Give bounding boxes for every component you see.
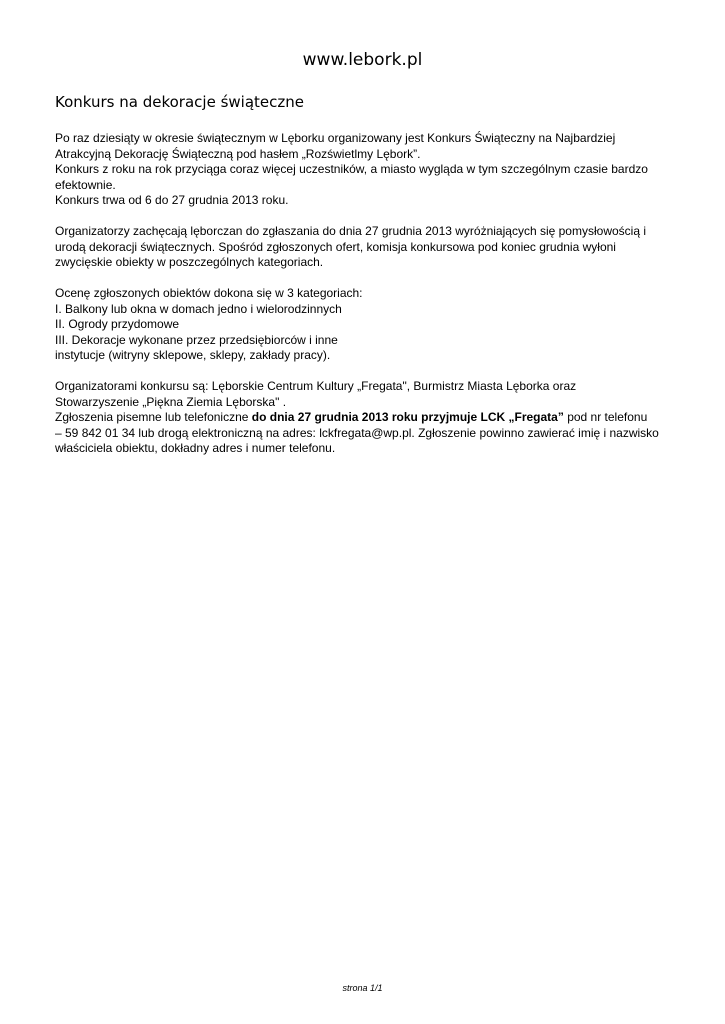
- encouragement-line: zwycięskie obiekty w poszczególnych kategoriach.: [55, 255, 324, 269]
- article-body: [55, 131, 667, 457]
- submissions-line: właściciela obiektu, dokładny adres i numer telefonu.: [55, 441, 336, 455]
- page-number: strona 1/1: [342, 983, 383, 993]
- encouragement-line: urodą dekoracji świątecznych. Spośród zgłoszonych ofert, komisja konkursowa pod koniec grudnia wyłoni: [55, 239, 616, 254]
- submissions-line: – 59 842 01 34 lub drogą elektroniczną na adres: lckfregata@wp.pl. Zgłoszenie powinno zawierać imię i nazwisko: [55, 425, 659, 440]
- submissions-deadline: do dnia 27 grudnia 2013 roku przyjmuje LCK „Fregata”: [251, 410, 564, 424]
- organizers-line: Organizatorami konkursu są: Lęborskie Centrum Kultury „Fregata", Burmistrz Miasta Lęborka oraz: [55, 379, 577, 393]
- submissions-text: Zgłoszenia pisemne lub telefoniczne: [55, 410, 252, 424]
- intro-line: Po raz dziesiąty w okresie świątecznym w Lęborku organizowany jest Konkurs Świąteczny na Najbardziej: [55, 131, 616, 145]
- category-item: I. Balkony lub okna w domach jedno i wielorodzinnych: [55, 301, 342, 316]
- site-header: www.lebork.pl: [302, 50, 423, 70]
- submissions-text: pod nr telefonu: [563, 410, 648, 424]
- organizers-line: Stowarzyszenie „Piękna Ziemia Lęborska" .: [55, 394, 287, 409]
- intro-line: Atrakcyjną Dekorację Świąteczną pod hasłem „Rozświetlmy Lębork”.: [55, 146, 421, 161]
- article-title: Konkurs na dekoracje świąteczne: [55, 93, 304, 111]
- contest-dates: Konkurs trwa od 6 do 27 grudnia 2013 roku.: [55, 193, 289, 207]
- categories-intro: Ocenę zgłoszonych obiektów dokona się w 3 kategoriach:: [55, 286, 363, 300]
- encouragement-line: Organizatorzy zachęcają lęborczan do zgłaszania do dnia 27 grudnia 2013 wyróżniających się pomysłowością i: [55, 224, 646, 238]
- category-item: II. Ogrody przydomowe: [55, 317, 180, 331]
- category-item: instytucje (witryny sklepowe, sklepy, zakłady pracy).: [55, 348, 331, 362]
- intro-line: efektownie.: [55, 177, 116, 192]
- submissions-line: [55, 410, 667, 426]
- category-item: III. Dekoracje wykonane przez przedsiębiorców i inne: [55, 332, 338, 347]
- intro-line: Konkurs z roku na rok przyciąga coraz więcej uczestników, a miasto wygląda w tym szczególnym czasie bardzo: [55, 162, 648, 176]
